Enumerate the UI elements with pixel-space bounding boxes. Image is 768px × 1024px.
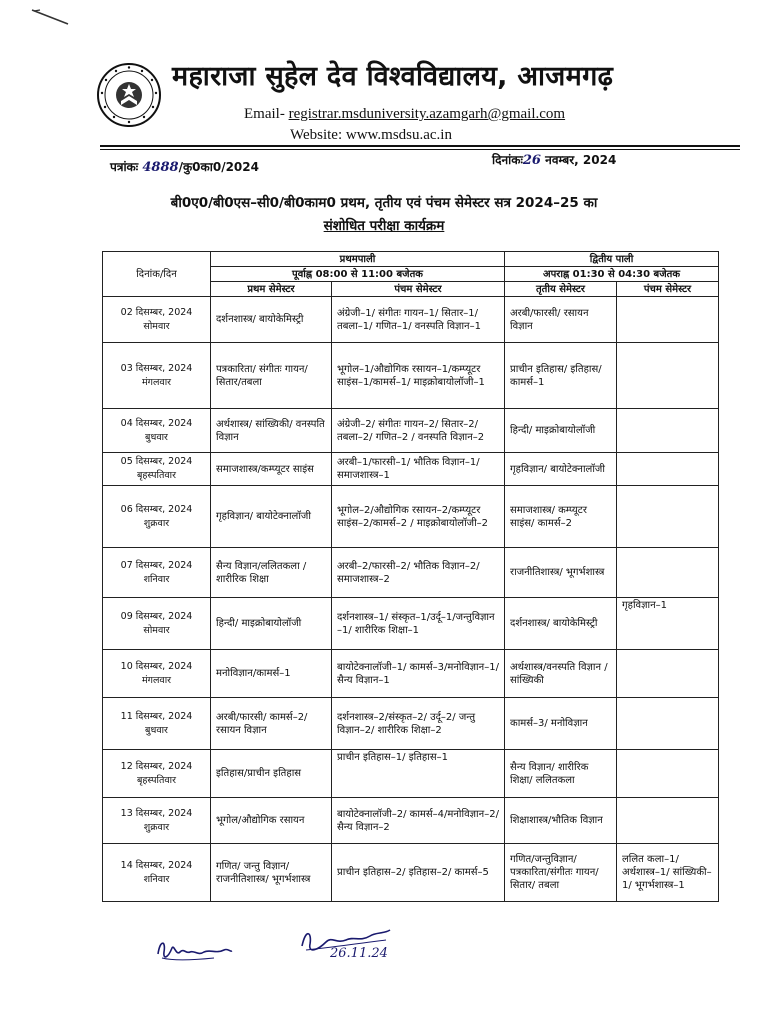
row-date: 06 दिसम्बर, 2024 [120, 503, 193, 515]
letter-date [492, 151, 616, 168]
row-date: 02 दिसम्बर, 2024 [120, 306, 193, 318]
row-date-cell [103, 453, 211, 486]
sem5-shift1-cell: दर्शनशास्त्र–2/संस्कृत–2/ उर्दू–2/ जन्तु विज्ञान–2/ शारीरिक शिक्षा–2 [332, 698, 505, 750]
row-date-cell [103, 598, 211, 650]
sem5-shift1-cell: अरबी–1/फारसी–1/ भौतिक विज्ञान–1/ समाजशास्त्र–1 [332, 453, 505, 486]
sem5-shift2-cell [617, 548, 719, 598]
sem1-cell: अरबी/फारसी/ कामर्स–2/रसायन विज्ञान [211, 698, 332, 750]
sem5-shift1-cell: भूगोल–2/औद्योगिक रसायन–2/कम्प्यूटर साइंस–2/कामर्स–2 / माइक्रोबायोलॉजी–2 [332, 486, 505, 548]
sem3-cell: सैन्य विज्ञान/ शारीरिक शिक्षा/ ललितकला [505, 750, 617, 798]
sem1-cell: भूगोल/औद्योगिक रसायन [211, 798, 332, 844]
sem1-cell: सैन्य विज्ञान/ललितकला /शारीरिक शिक्षा [211, 548, 332, 598]
row-date: 09 दिसम्बर, 2024 [120, 610, 193, 622]
sem3-cell: गृहविज्ञान/ बायोटेक्नालॉजी [505, 453, 617, 486]
sem5-shift2-cell [617, 698, 719, 750]
sem5-shift2-cell [617, 453, 719, 486]
row-date: 05 दिसम्बर, 2024 [120, 456, 193, 467]
table-row [103, 798, 719, 844]
sem5-shift2-cell: ललित कला–1/ अर्थशास्त्र–1/ सांख्यिकी–1/ भूगर्भशास्त्र–1 [617, 844, 719, 902]
row-date-cell [103, 844, 211, 902]
date-month-year: नवम्बर, 2024 [545, 153, 617, 167]
row-day: शनिवार [143, 573, 170, 585]
row-date: 11 दिसम्बर, 2024 [120, 710, 193, 722]
shift1-time: पूर्वाह्न 08:00 से 11:00 बजेतक [211, 267, 505, 282]
sem3-cell: अरबी/फारसी/ रसायन विज्ञान [505, 297, 617, 343]
row-date-cell [103, 548, 211, 598]
row-day: बुधवार [145, 431, 168, 443]
sem1-cell: इतिहास/प्राचीन इतिहास [211, 750, 332, 798]
sem3-cell: शिक्षाशास्त्र/भौतिक विज्ञान [505, 798, 617, 844]
sem5-shift1-cell: दर्शनशास्त्र–1/ संस्कृत–1/उर्दू–1/जन्तुविज्ञान –1/ शारीरिक शिक्षा–1 [332, 598, 505, 650]
col-header-sem5-shift1: पंचम सेमेस्टर [332, 282, 505, 297]
row-date-cell [103, 297, 211, 343]
shift2-time: अपराह्न 01:30 से 04:30 बजेतक [505, 267, 719, 282]
signature-1 [154, 934, 234, 966]
sem1-cell: गृहविज्ञान/ बायोटेक्नालॉजी [211, 486, 332, 548]
date-handwritten-day: 26 [522, 153, 541, 168]
header-divider-thick [100, 145, 740, 147]
sem1-cell: गणित/ जन्तु विज्ञान/ राजनीतिशास्त्र/ भूगर्भशास्त्र [211, 844, 332, 902]
row-day: मंगलवार [141, 674, 172, 686]
row-date-cell [103, 486, 211, 548]
university-seal-icon [96, 62, 162, 128]
website-label: Website: [290, 127, 343, 143]
col-header-sem1: प्रथम सेमेस्टर [211, 282, 332, 297]
row-date: 10 दिसम्बर, 2024 [120, 660, 193, 672]
table-row [103, 698, 719, 750]
table-row [103, 548, 719, 598]
sem1-cell: हिन्दी/ माइक्रोबायोलॉजी [211, 598, 332, 650]
email-address-link[interactable]: registrar.msduniversity.azamgarh@gmail.com [288, 106, 566, 122]
row-date-cell [103, 798, 211, 844]
row-day: सोमवार [143, 320, 170, 332]
university-name: महाराजा सुहेल देव विश्वविद्यालय, आजमगढ़ [172, 61, 614, 92]
sem5-shift1-cell: बायोटेक्नालॉजी–2/ कामर्स–4/मनोविज्ञान–2/सैन्य विज्ञान–2 [332, 798, 505, 844]
row-day: बुधवार [145, 724, 168, 736]
sem5-shift2-cell [617, 409, 719, 453]
row-date: 14 दिसम्बर, 2024 [120, 859, 193, 871]
reference-handwritten-number: 4888 [142, 160, 179, 175]
sem5-shift1-cell: बायोटेक्नालॉजी–1/ कामर्स–3/मनोविज्ञान–1/सैन्य विज्ञान–1 [332, 650, 505, 698]
table-row [103, 486, 719, 548]
sem5-shift2-cell [617, 343, 719, 409]
date-day-header: दिनांक/दिन [103, 252, 211, 297]
shift-header-row [103, 252, 719, 267]
row-date-cell [103, 650, 211, 698]
sem5-shift1-cell: अंग्रेजी–1/ संगीतः गायन–1/ सितार–1/तबला–1/ गणित–1/ वनस्पति विज्ञान–1 [332, 297, 505, 343]
sem1-cell: समाजशास्त्र/कम्प्यूटर साइंस [211, 453, 332, 486]
row-date-cell [103, 750, 211, 798]
sem5-shift1-cell: अरबी–2/फारसी–2/ भौतिक विज्ञान–2/ समाजशास्त्र–2 [332, 548, 505, 598]
row-date: 04 दिसम्बर, 2024 [120, 417, 193, 429]
sem1-cell: दर्शनशास्त्र/ बायोकेमिस्ट्री [211, 297, 332, 343]
table-row [103, 343, 719, 409]
row-day: शुक्रवार [143, 821, 170, 833]
exam-schedule-table [102, 251, 719, 902]
row-day: मंगलवार [141, 376, 172, 388]
table-row [103, 297, 719, 343]
website-link[interactable]: www.msdsu.ac.in [345, 127, 452, 143]
sem5-shift1-cell: भूगोल–1/औद्योगिक रसायन–1/कम्प्यूटर साइंस–1/कामर्स–1/ माइक्रोबायोलॉजी–1 [332, 343, 505, 409]
sem3-cell: राजनीतिशास्त्र/ भूगर्भशास्त्र [505, 548, 617, 598]
table-row [103, 409, 719, 453]
sem1-cell: मनोविज्ञान/कामर्स–1 [211, 650, 332, 698]
reference-suffix: /कु0का0/2024 [178, 160, 259, 174]
row-day: बृहस्पतिवार [136, 470, 177, 481]
sem5-shift2-cell [617, 798, 719, 844]
sem3-cell: हिन्दी/ माइक्रोबायोलॉजी [505, 409, 617, 453]
sem5-shift1-cell: प्राचीन इतिहास–2/ इतिहास–2/ कामर्स–5 [332, 844, 505, 902]
row-day: सोमवार [143, 624, 170, 636]
sem3-cell: प्राचीन इतिहास/ इतिहास/कामर्स–1 [505, 343, 617, 409]
col-header-sem5-shift2: पंचम सेमेस्टर [617, 282, 719, 297]
sem5-shift2-cell [617, 750, 719, 798]
email-line [244, 106, 565, 123]
row-date: 03 दिसम्बर, 2024 [120, 362, 193, 374]
header-divider-thin [100, 149, 740, 150]
row-day: शुक्रवार [143, 517, 170, 529]
row-date-cell [103, 343, 211, 409]
sem1-cell: अर्थशास्त्र/ सांख्यिकी/ वनस्पति विज्ञान [211, 409, 332, 453]
table-row [103, 453, 719, 486]
sem3-cell: गणित/जन्तुविज्ञान/ पत्रकारिता/संगीतः गायन/सितार/ तबला [505, 844, 617, 902]
shift1-header: प्रथमपाली [211, 252, 505, 267]
sem3-cell: समाजशास्त्र/ कम्प्यूटर साइंस/ कामर्स–2 [505, 486, 617, 548]
col-header-sem3: तृतीय सेमेस्टर [505, 282, 617, 297]
reference-number [110, 158, 259, 175]
row-day: शनिवार [143, 873, 170, 885]
pen-mark-icon [28, 6, 78, 28]
sem5-shift2-cell [617, 650, 719, 698]
row-date: 07 दिसम्बर, 2024 [120, 559, 193, 571]
row-day: बृहस्पतिवार [136, 774, 177, 786]
row-date-cell [103, 698, 211, 750]
signature-2-date: 26.11.24 [330, 946, 388, 961]
sem3-cell: कामर्स–3/ मनोविज्ञान [505, 698, 617, 750]
table-row [103, 598, 719, 650]
row-date-cell [103, 409, 211, 453]
sem5-shift1-cell: अंग्रेजी–2/ संगीतः गायन–2/ सितार–2/तबला–2/ गणित–2 / वनस्पति विज्ञान–2 [332, 409, 505, 453]
sem5-shift1-cell: प्राचीन इतिहास–1/ इतिहास–1 [332, 750, 505, 798]
website-line [290, 127, 452, 144]
date-label: दिनांकः [492, 153, 523, 167]
shift2-header: द्वितीय पाली [505, 252, 719, 267]
document-subheading: संशोधित परीक्षा कार्यक्रम [323, 218, 445, 234]
sem5-shift2-cell: गृहविज्ञान–1 [617, 598, 719, 650]
sem3-cell: अर्थशास्त्र/वनस्पति विज्ञान /सांख्यिकी [505, 650, 617, 698]
sem5-shift2-cell [617, 297, 719, 343]
table-row [103, 750, 719, 798]
table-row [103, 844, 719, 902]
sem1-cell: पत्रकारिता/ संगीतः गायन/सितार/तबला [211, 343, 332, 409]
document-heading: बी0ए0/बी0एस–सी0/बी0काम0 प्रथम, तृतीय एवं पंचम सेमेस्टर सत्र 2024–25 का [170, 195, 598, 211]
sem3-cell: दर्शनशास्त्र/ बायोकेमिस्ट्री [505, 598, 617, 650]
table-row [103, 650, 719, 698]
reference-label: पत्रांकः [110, 160, 139, 174]
row-date: 12 दिसम्बर, 2024 [120, 760, 193, 772]
sem5-shift2-cell [617, 486, 719, 548]
row-date: 13 दिसम्बर, 2024 [120, 807, 193, 819]
email-label: Email- [244, 106, 285, 122]
